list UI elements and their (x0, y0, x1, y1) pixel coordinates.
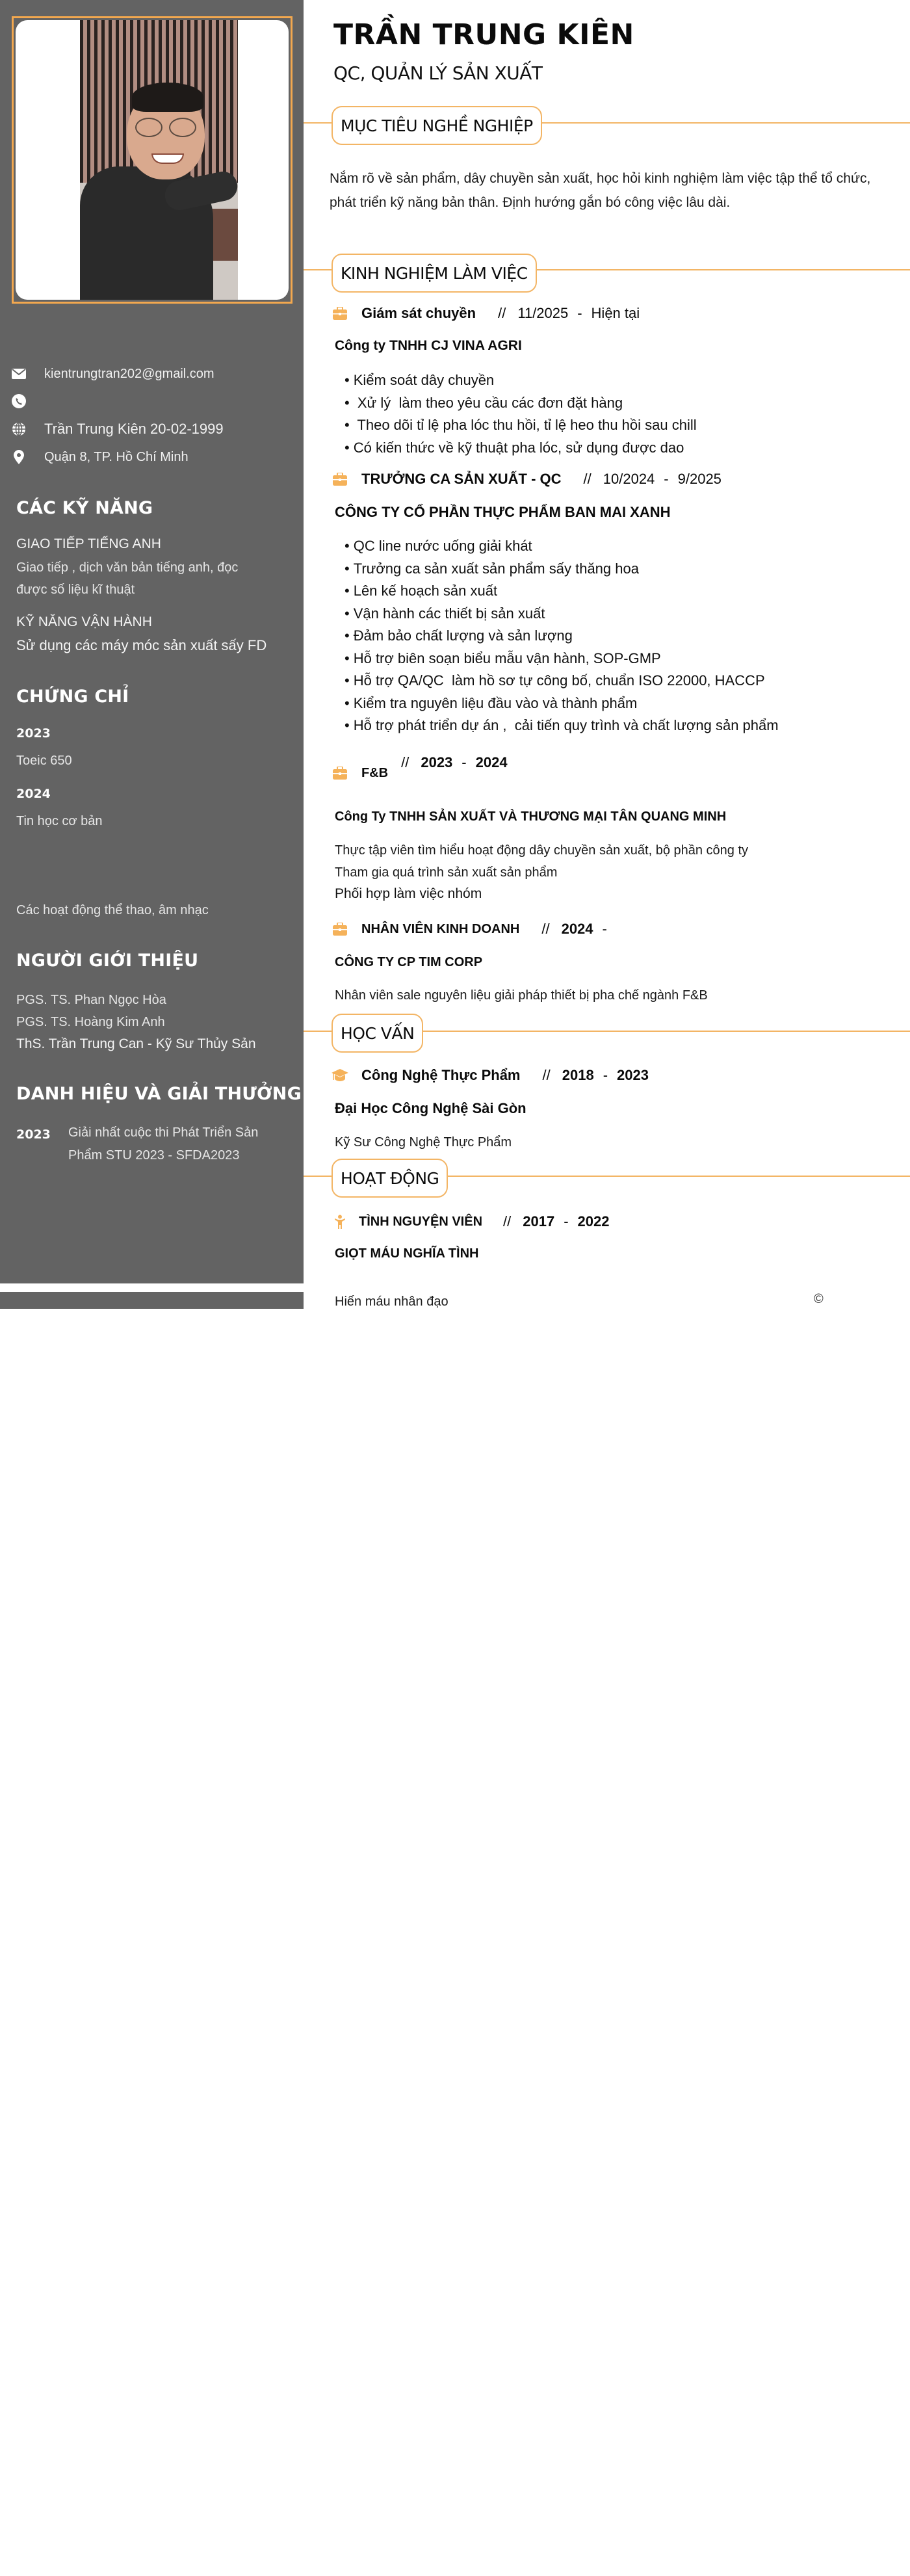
briefcase-icon (332, 921, 348, 938)
end-date: Hiện tại (591, 305, 640, 321)
responsibility-item: • Lên kế hoạch sản xuất (344, 580, 779, 603)
responsibility-item: • Kiểm soát dây chuyền (344, 369, 697, 392)
awards-heading: DANH HIỆU VÀ GIẢI THƯỞNG (16, 1084, 302, 1104)
address-text: Quận 8, TP. Hồ Chí Minh (44, 449, 188, 464)
award-desc: Giải nhất cuộc thi Phát Triển Sản (68, 1125, 259, 1140)
award-year: 2023 (16, 1127, 51, 1142)
contact-phone[interactable] (12, 391, 44, 411)
major-title: Công Nghệ Thực Phẩm (361, 1067, 521, 1083)
responsibility-list (344, 369, 697, 459)
experience-entry-header (332, 302, 640, 324)
candidate-name: TRẦN TRUNG KIÊN (333, 18, 634, 51)
certificate-year: 2024 (16, 787, 51, 801)
responsibility-list (344, 535, 779, 737)
reference-item: PGS. TS. Phan Ngọc Hòa (16, 993, 166, 1007)
role-title: TRƯỞNG CA SẢN XUẤT - QC (361, 471, 562, 487)
skill-desc: Sử dụng các máy móc sản xuất sấy FD (16, 637, 267, 653)
experience-entry-header (332, 918, 616, 940)
experience-entry-header (332, 468, 722, 490)
responsibility-item: • Trưởng ca sản xuất sản phẩm sấy thăng hoa (344, 558, 779, 581)
end-date: 9/2025 (677, 471, 722, 487)
activity-desc: Hiến máu nhân đạo (335, 1295, 448, 1309)
contact-address (12, 447, 188, 467)
briefcase-icon (332, 471, 348, 488)
separator: // (542, 1067, 551, 1083)
responsibility-item: • Theo dõi tỉ lệ pha lóc thu hồi, tỉ lệ heo thu hồi sau chill (344, 414, 697, 437)
responsibility-item: • Đảm bảo chất lượng và sản lượng (344, 625, 779, 648)
person-child-icon (332, 1213, 348, 1230)
activity-entry-header (332, 1211, 610, 1233)
date-dash: - (564, 1213, 569, 1229)
briefcase-icon (332, 305, 348, 322)
separator: // (503, 1213, 512, 1229)
references-heading: NGƯỜI GIỚI THIỆU (16, 951, 199, 971)
skill-title: KỸ NĂNG VẬN HÀNH (16, 614, 152, 629)
contact-website[interactable] (12, 419, 224, 439)
school-name: Đại Học Công Nghệ Sài Gòn (335, 1100, 526, 1116)
start-date: 11/2025 (517, 305, 569, 321)
reference-item: PGS. TS. Hoàng Kim Anh (16, 1015, 165, 1029)
responsibility-item: • Hỗ trợ QA/QC làm hồ sơ tự công bố, chuẩn ISO 22000, HACCP (344, 670, 779, 692)
company-name: Công ty TNHH CJ VINA AGRI (335, 338, 522, 353)
job-title: QC, QUẢN LÝ SẢN XUẤT (333, 62, 543, 84)
separator: // (401, 754, 410, 770)
role-title: NHÂN VIÊN KINH DOANH (361, 921, 520, 936)
objective-text: phát triển kỹ năng bản thân. Định hướng gắn bó công việc lâu dài. (330, 195, 731, 210)
map-marker-icon (12, 450, 26, 464)
start-date: 2024 (561, 921, 593, 937)
experience-desc: Phối hợp làm việc nhóm (335, 886, 482, 901)
end-year: 2022 (577, 1213, 610, 1229)
graduation-cap-icon (332, 1067, 348, 1084)
responsibility-item: • Xử lý làm theo yêu cầu các đơn đặt hàng (344, 392, 697, 415)
responsibility-item: • Hỗ trợ phát triển dự án , cải tiến quy trình và chất lượng sản phẩm (344, 715, 779, 737)
date-dash: - (577, 305, 582, 321)
separator: // (498, 305, 506, 321)
award-desc: Phẩm STU 2023 - SFDA2023 (68, 1148, 240, 1163)
end-date: 2024 (475, 754, 508, 770)
date-dash: - (462, 754, 467, 770)
experience-heading: KINH NGHIỆM LÀM VIỆC (332, 254, 537, 293)
company-name: CÔNG TY CỔ PHẦN THỰC PHẨM BAN MAI XANH (335, 504, 671, 520)
responsibility-item: • Kiểm tra nguyên liệu đầu vào và thành phẩm (344, 692, 779, 715)
start-year: 2018 (562, 1067, 594, 1083)
activities-heading: HOẠT ĐỘNG (332, 1159, 448, 1198)
globe-icon (12, 422, 26, 436)
skill-title: GIAO TIẾP TIẾNG ANH (16, 536, 161, 551)
responsibility-item: • Hỗ trợ biên soạn biểu mẫu vận hành, SOP-GMP (344, 648, 779, 670)
envelope-icon (12, 367, 26, 381)
responsibility-item: • QC line nước uống giải khát (344, 535, 779, 558)
skills-heading: CÁC KỸ NĂNG (16, 498, 153, 518)
responsibility-item: • Có kiến thức về kỹ thuật pha lóc, sử dụng được dao (344, 437, 697, 460)
role-title: Giám sát chuyền (361, 305, 476, 321)
role-title: F&B (361, 766, 389, 780)
experience-entry-header (332, 754, 508, 787)
copyright-mark: © (814, 1292, 824, 1306)
date-dash: - (602, 921, 607, 937)
contact-email[interactable] (12, 364, 214, 384)
objective-heading: MỤC TIÊU NGHỀ NGHIỆP (332, 106, 542, 145)
skill-desc: được số liệu kĩ thuật (16, 583, 135, 597)
company-name: Công Ty TNHH SẢN XUẤT VÀ THƯƠNG MẠI TÂN QUANG MINH (335, 809, 727, 824)
activity-role: TÌNH NGUYỆN VIÊN (359, 1214, 483, 1229)
education-entry-header (332, 1064, 649, 1086)
experience-desc: Tham gia quá trình sản xuất sản phẩm (335, 865, 558, 880)
experience-desc: Thực tập viên tìm hiểu hoạt động dây chuyền sản xuất, bộ phần công ty (335, 843, 749, 858)
profile-photo-frame (12, 16, 292, 304)
certificate-name: Tin học cơ bản (16, 814, 103, 828)
objective-text: Nắm rõ về sản phẩm, dây chuyền sản xuất, học hỏi kinh nghiệm làm việc tập thể tổ chức, (330, 171, 871, 186)
separator: // (541, 921, 550, 937)
start-year: 2017 (523, 1213, 555, 1229)
degree-text: Kỹ Sư Công Nghệ Thực Phẩm (335, 1135, 512, 1150)
start-date: 10/2024 (603, 471, 655, 487)
date-dash: - (664, 471, 669, 487)
reference-item: ThS. Trần Trung Can - Kỹ Sư Thủy Sản (16, 1036, 256, 1051)
dob-text: Trần Trung Kiên 20-02-1999 (44, 421, 224, 437)
education-heading: HỌC VẤN (332, 1014, 423, 1053)
profile-photo (80, 20, 238, 300)
certificate-name: Toeic 650 (16, 754, 72, 768)
profile-photo-background (16, 20, 289, 300)
experience-desc: Nhân viên sale nguyên liệu giải pháp thiết bị pha chế ngành F&B (335, 988, 708, 1003)
end-year: 2023 (617, 1067, 649, 1083)
organization-name: GIỌT MÁU NGHĨA TÌNH (335, 1246, 479, 1261)
responsibility-item: • Vận hành các thiết bị sản xuất (344, 603, 779, 625)
sidebar-continuation (0, 1292, 304, 1309)
certificates-heading: CHỨNG CHỈ (16, 687, 129, 707)
company-name: CÔNG TY CP TIM CORP (335, 955, 483, 969)
phone-icon (12, 394, 26, 408)
certificate-year: 2023 (16, 726, 51, 741)
date-dash: - (603, 1067, 608, 1083)
skill-desc: Giao tiếp , dịch văn bản tiếng anh, đọc (16, 560, 239, 575)
email-text: kientrungtran202@gmail.com (44, 366, 214, 381)
start-date: 2023 (421, 754, 453, 770)
hobbies-text: Các hoạt động thể thao, âm nhạc (16, 903, 209, 917)
briefcase-icon (332, 765, 348, 782)
separator: // (583, 471, 592, 487)
